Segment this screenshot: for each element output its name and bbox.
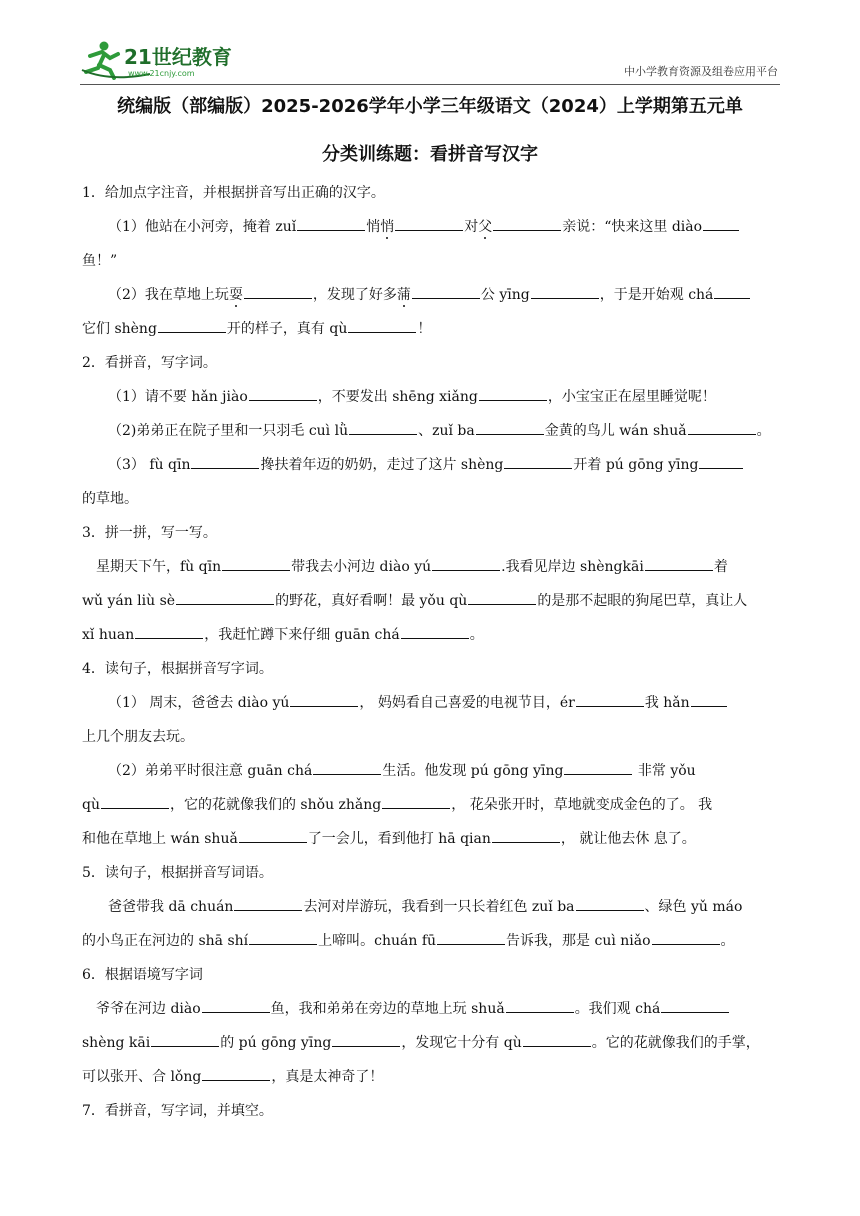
site-logo [80,40,250,80]
answer-blank[interactable] [158,317,226,333]
answer-blank[interactable] [239,827,307,843]
answer-blank[interactable] [492,827,560,843]
q4-part2-cont: qù ，它的花就像我们的 shǒu zhǎng ， 花朵张开时，草地就变成金色的了。 我 [82,788,782,822]
answer-blank[interactable] [290,691,358,707]
q1-part1: （1）他站在小河旁，掩着 zuǐ 悄悄 对父 亲说：“快来这里 diào [82,210,782,244]
question-content [82,176,782,1128]
answer-blank[interactable] [176,589,274,605]
q6-text-3: 可以张开、合 lǒng ，真是太神奇了！ [82,1060,782,1094]
answer-blank[interactable] [348,317,416,333]
q3-text: 星期天下午，fù qīn 带我去小河边 diào yú .我看见岸边 shèngkāi 着 [82,550,782,584]
q2-part3: （3） fù qīn 搀扶着年迈的奶奶，走过了这片 shèng 开着 pú gōng yīng [82,448,782,482]
q4-part1-cont: 上几个朋友去玩。 [82,729,194,745]
answer-blank[interactable] [412,283,480,299]
answer-blank[interactable] [401,623,469,639]
answer-blank[interactable] [468,589,536,605]
answer-blank[interactable] [652,929,720,945]
answer-blank[interactable] [297,215,365,231]
answer-blank[interactable] [506,997,574,1013]
q5-stem: 5．读句子，根据拼音写词语。 [82,865,273,881]
answer-blank[interactable] [645,555,713,571]
q1-part2-cont: 它们 shèng 开的样子，真有 qù ！ [82,312,782,346]
answer-blank[interactable] [249,929,317,945]
answer-blank[interactable] [313,759,381,775]
answer-blank[interactable] [244,283,312,299]
dotted-char: 悄 [380,219,395,235]
doc-title-line2: 分类训练题：看拼音写汉字 [322,144,538,165]
answer-blank[interactable] [191,453,259,469]
q1-part1-cont: 鱼！” [82,253,118,269]
dotted-char: 蒲 [396,287,411,303]
q2-stem: 2．看拼音，写字词。 [82,355,217,371]
q4-stem: 4．读句子，根据拼音写字词。 [82,661,273,677]
svg-text:www.21cnjy.com: www.21cnjy.com [128,69,195,78]
q3-text-3: xǐ huan ，我赶忙蹲下来仔细 guān chá 。 [82,618,782,652]
q7-stem: 7．看拼音，写字词，并填空。 [82,1103,273,1119]
answer-blank[interactable] [476,419,544,435]
answer-blank[interactable] [691,691,727,707]
dotted-char: 耍 [228,287,243,303]
q2-part1: （1）请不要 hǎn jiào ，不要发出 shēng xiǎng ，小宝宝正在屋里睡觉呢！ [82,380,782,414]
answer-blank[interactable] [234,895,302,911]
answer-blank[interactable] [714,283,750,299]
q1-stem: 1．给加点字注音，并根据拼音写出正确的汉字。 [82,185,385,201]
answer-blank[interactable] [531,283,599,299]
answer-blank[interactable] [661,997,729,1013]
q2-part2: （2)弟弟正在院子里和一只羽毛 cuì lǜ 、zuǐ ba 金黄的鸟儿 wán shuǎ 。 [82,414,782,448]
answer-blank[interactable] [504,453,572,469]
q2-part3-cont: 的草地。 [82,491,138,507]
q6-stem: 6．根据语境写字词 [82,967,203,983]
answer-blank[interactable] [395,215,463,231]
answer-blank[interactable] [479,385,547,401]
answer-blank[interactable] [332,1031,400,1047]
answer-blank[interactable] [432,555,500,571]
platform-label: 中小学教育资源及组卷应用平台 [624,65,778,78]
answer-blank[interactable] [564,759,632,775]
answer-blank[interactable] [382,793,450,809]
page-header [80,38,780,85]
answer-blank[interactable] [151,1031,219,1047]
answer-blank[interactable] [437,929,505,945]
answer-blank[interactable] [249,385,317,401]
q4-part1: （1） 周末，爸爸去 diào yú ， 妈妈看自己喜爱的电视节目，ér 我 hǎn [82,686,782,720]
q5-text-2: 的小鸟正在河边的 shā shí 上啼叫。chuán fū 告诉我，那是 cuì niǎo 。 [82,924,782,958]
q1-part2: （2）我在草地上玩耍 ，发现了好多蒲 公 yīng ，于是开始观 chá [82,278,782,312]
dotted-char: 父 [478,219,493,235]
answer-blank[interactable] [202,997,270,1013]
q4-part2: （2）弟弟平时很注意 guān chá 生活。他发现 pú gōng yīng 非常 yǒu [82,754,782,788]
answer-blank[interactable] [576,895,644,911]
q3-stem: 3．拼一拼，写一写。 [82,525,217,541]
doc-title-line1: 统编版（部编版）2025-2026学年小学三年级语文（2024）上学期第五元单 [117,96,743,117]
q5-text: 爸爸带我 dā chuán 去河对岸游玩，我看到一只长着红色 zuǐ ba 、绿色 yǔ máo [82,890,782,924]
answer-blank[interactable] [202,1065,270,1081]
answer-blank[interactable] [699,453,743,469]
q4-part2-cont2: 和他在草地上 wán shuǎ 了一会儿，看到他打 hā qian ， 就让他去休 息了。 [82,822,782,856]
answer-blank[interactable] [523,1031,591,1047]
answer-blank[interactable] [349,419,417,435]
q6-text-2: shèng kāi 的 pú gōng yīng ，发现它十分有 qù 。它的花就像我们的手掌， [82,1026,782,1060]
answer-blank[interactable] [493,215,561,231]
svg-text:21世纪教育: 21世纪教育 [124,45,232,69]
q3-text-2: wǔ yán liù sè 的野花，真好看啊！最 yǒu qù 的是那不起眼的狗尾巴草，真让人 [82,584,782,618]
answer-blank[interactable] [222,555,290,571]
answer-blank[interactable] [101,793,169,809]
answer-blank[interactable] [688,419,756,435]
answer-blank[interactable] [576,691,644,707]
answer-blank[interactable] [135,623,203,639]
q6-text: 爷爷在河边 diào 鱼，我和弟弟在旁边的草地上玩 shuǎ 。我们观 chá [82,992,782,1026]
answer-blank[interactable] [703,215,739,231]
